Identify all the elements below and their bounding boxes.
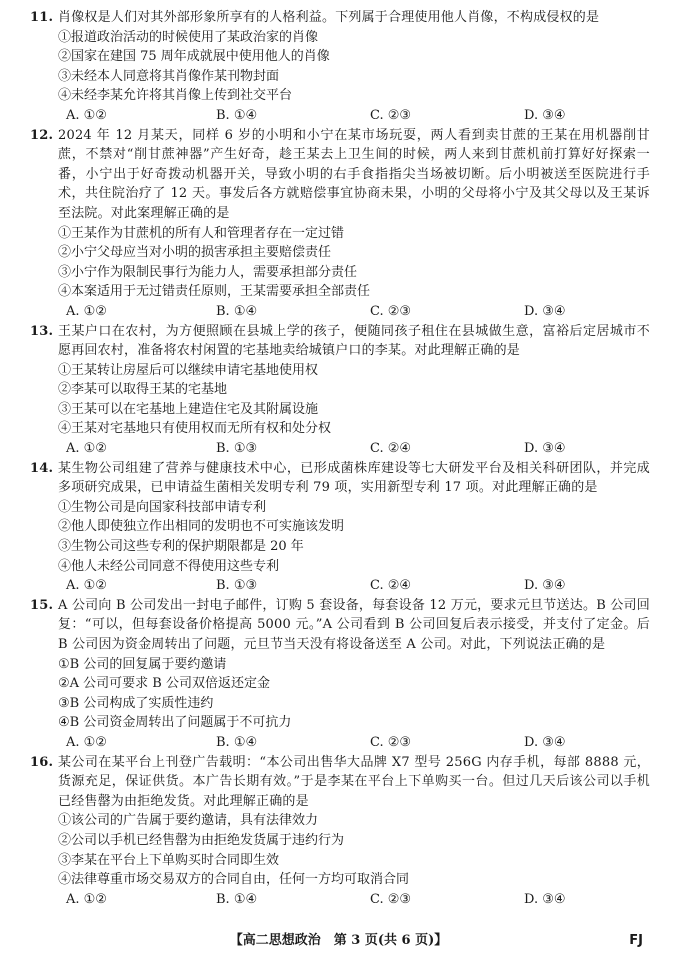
answer-choice: B. ①④ [216,734,258,750]
question-stem [30,596,650,655]
answer-choice: B. ①③ [216,578,258,594]
question-text: 某公司在某平台上刊登广告载明：“本公司出售华大品牌 X7 型号 256G 内存手机，每部 8888 元，货源充足，保证供货。本广告长期有效。”于是李某在平台上下单购买一台。但过几天后该公司以手机已经售罄为由拒绝发货。对此理解正确的是 [58,754,650,809]
answer-choices [30,439,650,459]
statement-option: ④本案适用于无过错责任原则，王某需要承担全部责任 [58,284,371,300]
statement-option: ②A 公司可要求 B 公司双倍返还定金 [58,676,270,692]
question-block [30,126,650,322]
question-number: 13. [30,323,54,339]
question-stem [30,322,650,361]
answer-choices [30,106,650,126]
answer-choices [30,576,650,596]
statement-option: ①该公司的广告属于要约邀请，具有法律效力 [58,813,319,829]
answer-choice: D. ③④ [524,107,566,123]
statement-option: ④他人未经公司同意不得使用这些专利 [58,558,280,574]
answer-choice: A. ①② [66,891,107,907]
answer-choice: B. ①④ [216,303,258,319]
question-number: 11. [30,10,54,25]
answer-choices [30,890,650,910]
answer-choice: A. ①② [66,578,107,594]
statement-option: ④B 公司资金周转出了问题属于不可抗力 [58,715,292,731]
answer-choice: B. ①③ [216,441,258,457]
statement-option: ③未经本人同意将其肖像作某刊物封面 [58,68,280,84]
answer-choice: D. ③④ [524,303,566,319]
answer-choice: A. ①② [66,441,107,457]
answer-choice: C. ②③ [370,734,412,750]
statement-option: ①王某转让房屋后可以继续申请宅基地使用权 [58,362,319,378]
answer-choice: A. ①② [66,303,107,319]
question-stem [30,753,650,812]
statement-option: ①生物公司是向国家科技部申请专利 [58,499,267,515]
question-number: 12. [30,127,54,143]
statement-option: ③小宁作为限制民事行为能力人，需要承担部分责任 [58,264,358,280]
question-text: 2024 年 12 月某天，同样 6 岁的小明和小宁在某市场玩耍，两人看到卖甘蔗的王某在用机器削甘蔗，不禁对“削甘蔗神器”产生好奇，趁王某去上卫生间的时候，两人来到甘蔗机前打算好好探索一番，小宁出于好奇拨动机器开关，导致小明的右手食指指尖当场被切断。后小明被送至医院进行手术，共住院治疗了 12 天。事发后各方就赔偿事宜协商未果，小明的父母将小宁及其父母以及王某诉至法院。对此案理解正确的是 [58,127,650,221]
question-text: 王某户口在农村，为方便照顾在县城上学的孩子，便随同孩子租住在县城做生意，富裕后定居城市不愿再回农村，准备将农村闲置的宅基地卖给城镇户口的李某。对此理解正确的是 [58,323,650,359]
question-number: 15. [30,597,54,613]
question-block [30,322,650,459]
answer-choice: B. ①④ [216,107,258,123]
answer-choice: C. ②③ [370,891,412,907]
question-stem [30,459,650,498]
statement-option: ③生物公司这些专利的保护期限都是 20 年 [58,539,304,555]
statement-option: ③李某在平台上下单购买时合同即生效 [58,852,280,868]
statement-option: ④未经李某允许将其肖像上传到社交平台 [58,88,293,104]
question-block [30,8,650,126]
question-block [30,753,650,910]
statement-option: ②国家在建国 75 周年成就展中使用他人的肖像 [58,49,330,65]
answer-choice: B. ①④ [216,891,258,907]
question-number: 16. [30,754,54,770]
statement-option: ④法律尊重市场交易双方的合同自由，任何一方均可取消合同 [58,872,410,888]
answer-choice: D. ③④ [524,441,566,457]
question-stem [30,8,650,28]
statement-option: ③王某可以在宅基地上建造住宅及其附属设施 [58,401,319,417]
question-block [30,596,650,753]
statement-option: ②公司以手机已经售罄为由拒绝发货属于违约行为 [58,832,345,848]
answer-choice: C. ②④ [370,578,412,594]
footer-code: FJ [629,933,643,948]
answer-choices [30,302,650,322]
answer-choice: A. ①② [66,734,107,750]
question-text: 肖像权是人们对其外部形象所享有的人格利益。下列属于合理使用他人肖像，不构成侵权的是 [58,10,600,25]
statement-option: ③B 公司构成了实质性违约 [58,695,214,711]
statement-option: ②小宁父母应当对小明的损害承担主要赔偿责任 [58,245,332,261]
answer-choice: C. ②④ [370,441,412,457]
answer-choices [30,733,650,753]
statement-option: ④王某对宅基地只有使用权而无所有权和处分权 [58,421,332,437]
question-text: 某生物公司组建了营养与健康技术中心，已形成菌株库建设等七大研发平台及相关科研团队，并完成多项研究成果，已申请益生菌相关发明专利 79 项，实用新型专利 17 项。对此理解正确的是 [58,460,650,496]
answer-choice: A. ①② [66,107,107,123]
question-stem [30,126,650,224]
statement-option: ②他人即使独立作出相同的发明也不可实施该发明 [58,519,345,535]
answer-choice: C. ②③ [370,107,412,123]
page-footer [0,930,677,952]
question-number: 14. [30,460,54,476]
question-list [30,8,650,909]
answer-choice: D. ③④ [524,578,566,594]
statement-option: ①王某作为甘蔗机的所有人和管理者存在一定过错 [58,225,345,241]
answer-choice: D. ③④ [524,734,566,750]
statement-option: ①B 公司的回复属于要约邀请 [58,656,227,672]
footer-page-info: 【高二思想政治 第 3 页(共 6 页)】 [229,933,448,948]
answer-choice: D. ③④ [524,891,566,907]
question-text: A 公司向 B 公司发出一封电子邮件，订购 5 套设备，每套设备 12 万元，要求元旦节送达。B 公司回复：“可以，但每套设备价格提高 5000 元。”A 公司看到 B 公司回复后表示接受，并支付了定金。后 B 公司因为资金周转出了问题，元旦节当天没有将设备送至 A 公司。对此，下列说法正确的是 [58,597,650,652]
statement-option: ①报道政治活动的时候使用了某政治家的肖像 [58,29,319,45]
answer-choice: C. ②③ [370,303,412,319]
statement-option: ②李某可以取得王某的宅基地 [58,382,228,398]
question-block [30,459,650,596]
